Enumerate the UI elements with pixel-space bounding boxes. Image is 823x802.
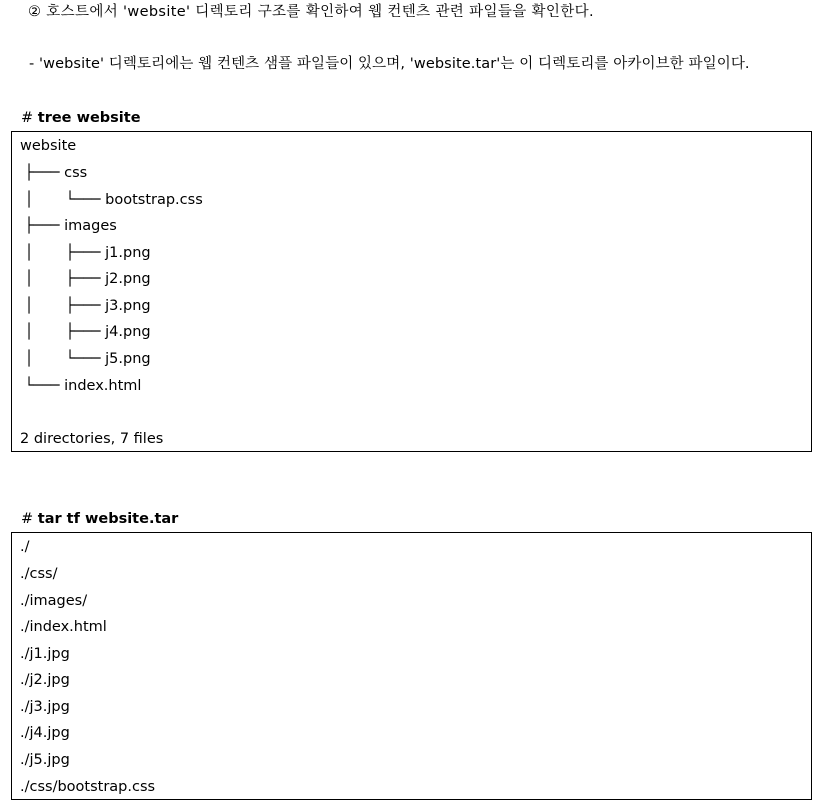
- tar-line: ./j5.jpg: [20, 752, 70, 768]
- prompt-symbol: #: [21, 110, 34, 126]
- tree-line: │ ├─── j2.png: [20, 271, 151, 287]
- tree-line: │ ├─── j4.png: [20, 324, 151, 340]
- tree-line: │ ├─── j3.png: [20, 298, 151, 314]
- tree-line: │ └─── bootstrap.css: [20, 192, 203, 208]
- tree-line: website: [20, 138, 77, 154]
- tar-line: ./index.html: [20, 619, 107, 635]
- tree-line: │ └─── j5.png: [20, 351, 151, 367]
- tree-line: ├─── images: [20, 218, 117, 234]
- tar-line: ./css/bootstrap.css: [20, 779, 156, 795]
- tree-line: │ ├─── j1.png: [20, 245, 151, 261]
- tree-summary: 2 directories, 7 files: [20, 431, 164, 447]
- tar-command-heading: [21, 509, 178, 529]
- tar-line: ./images/: [20, 593, 88, 609]
- tree-command: tree website: [37, 110, 141, 126]
- tar-line: ./j1.jpg: [20, 646, 70, 662]
- tar-command: tar tf website.tar: [37, 511, 179, 527]
- tar-line: ./j3.jpg: [20, 699, 70, 715]
- step-paragraph: ② 호스트에서 'website' 디렉토리 구조를 확인하여 웹 컨텐츠 관련 파일들을 확인한다.: [28, 4, 594, 20]
- tar-line: ./css/: [20, 566, 58, 582]
- tar-line: ./j2.jpg: [20, 672, 70, 688]
- note-paragraph: - 'website' 디렉토리에는 웹 컨텐츠 샘플 파일들이 있으며, 'website.tar'는 이 디렉토리를 아카이브한 파일이다.: [29, 56, 750, 72]
- tar-line: ./j4.jpg: [20, 725, 70, 741]
- tree-output-box: [11, 131, 812, 452]
- tree-line: ├─── css: [20, 165, 88, 181]
- tar-output-box: [11, 532, 812, 800]
- tar-line: ./: [20, 539, 30, 555]
- tree-command-heading: [21, 108, 141, 128]
- prompt-symbol: #: [21, 511, 34, 527]
- tree-line: └─── index.html: [20, 378, 142, 394]
